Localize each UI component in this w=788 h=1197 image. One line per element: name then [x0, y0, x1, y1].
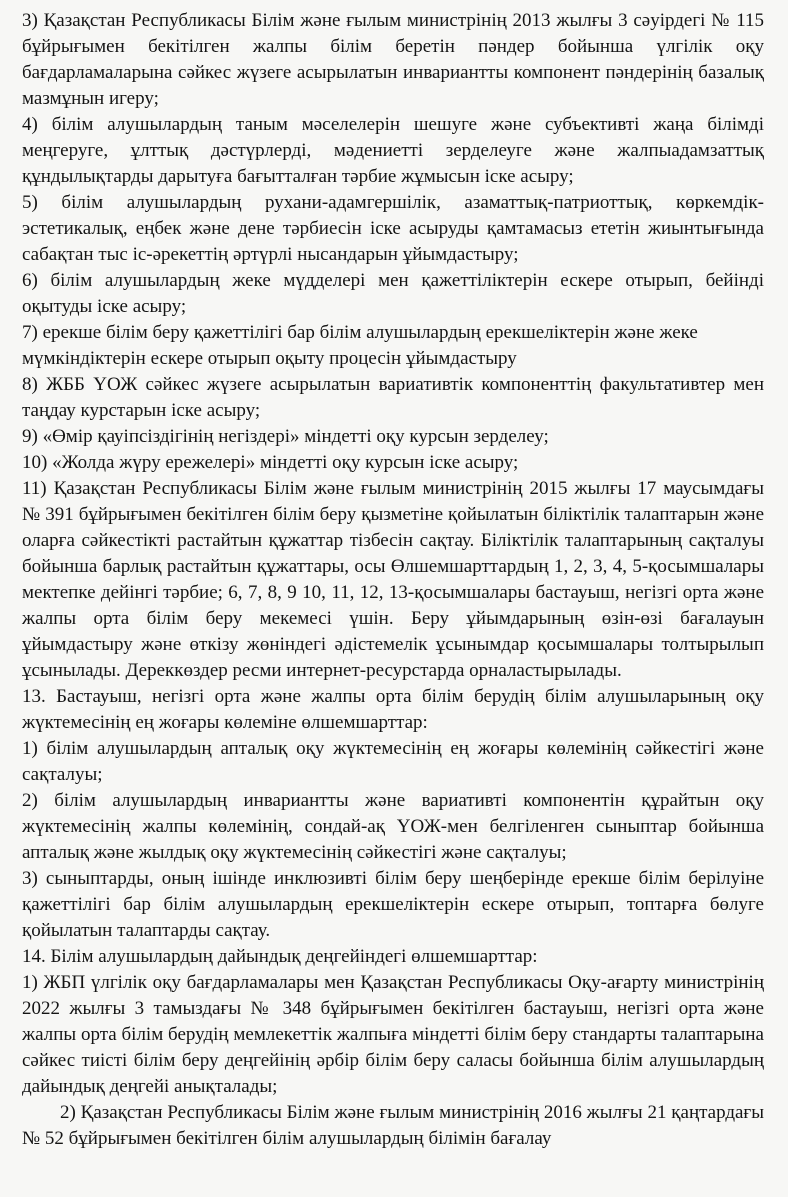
section-13-item-1: 1) білім алушылардың апталық оқу жүктемесінің ең жоғары көлемінің сәйкестігі және сақталуы;	[22, 738, 764, 785]
paragraph-item-5: 5) білім алушылардың рухани-адамгершілік, азаматтық-патриоттық, көркемдік-эстетикалық, еңбек және дене тәрбиесін іске асыруды қамтамасыз ететін жиынтығында сабақтан тыс іс-әрекеттің әртүрлі нысандарын ұйымдастыру;	[22, 192, 764, 265]
paragraph-item-3: 3) Қазақстан Республикасы Білім және ғылым министрінің 2013 жылғы 3 сәуірдегі № 115 бұйрығымен бекітілген жалпы білім беретін пәндер бойынша үлгілік оқу бағдарламаларына сәйкес жүзеге асырылатын инвариантты компонент пәндерінің базалық мазмұнын игеру;	[22, 10, 764, 109]
section-14-item-2: 2) Қазақстан Республикасы Білім және ғылым министрінің 2016 жылғы 21 қаңтардағы № 52 бұйрығымен бекітілген білім алушылардың білімін бағалау	[22, 1102, 764, 1149]
paragraph-item-6: 6) білім алушылардың жеке мүдделері мен қажеттіліктерін ескере отырып, бейінді оқытуды іске асыру;	[22, 270, 764, 317]
paragraph-item-7: 7) ерекше білім беру қажеттілігі бар білім алушылардың ерекшеліктерін және жеке мүмкіндіктерін ескере отырып оқыту процесін ұйымдастыру	[22, 322, 698, 369]
paragraph-item-10: 10) «Жолда жүру ережелері» міндетті оқу курсын іске асыру;	[22, 452, 519, 473]
paragraph-item-4: 4) білім алушылардың таным мәселелерін шешуге және субъективті жаңа білімді меңгеруге, ұлттық дәстүрлерді, мәдениетті зерделеуге және жалпыадамзаттық құндылықтарды дарытуға бағытталған тәрбие жұмысын іске асыру;	[22, 114, 764, 187]
section-13-item-2: 2) білім алушылардың инвариантты және вариативті компонентін құрайтын оқу жүктемесінің жалпы көлемінің, сондай-ақ ҮОЖ-мен белгіленген сыныптар бойынша апталық және жылдық оқу жүктемесінің сәйкестігі және сақталуы;	[22, 790, 764, 863]
paragraph-item-9: 9) «Өмір қауіпсіздігінің негіздері» міндетті оқу курсын зерделеу;	[22, 426, 549, 447]
section-14-item-1: 1) ЖБП үлгілік оқу бағдарламалары мен Қазақстан Республикасы Оқу-ағарту министрінің 2022 жылғы 3 тамыздағы № 348 бұйрығымен бекітілген бастауыш, негізгі орта және жалпы орта білім берудің мемлекеттік жалпыға міндетті білім беру стандарты талаптарына сәйкес тиісті білім беру деңгейінің әрбір білім беру саласы бойынша білім алушылардың дайындық деңгейі анықталады;	[22, 972, 764, 1097]
section-13-item-3: 3) сыныптарды, оның ішінде инклюзивті білім беру шеңберінде ерекше білім берілуіне қажеттілігі бар білім алушылардың ерекшеліктерін ескере отырып, топтарға бөлуге қойылатын талаптарды сақтау.	[22, 868, 764, 941]
section-14-heading: 14. Білім алушылардың дайындық деңгейіндегі өлшемшарттар:	[22, 946, 538, 967]
section-13-heading: 13. Бастауыш, негізгі орта және жалпы орта білім берудің білім алушыларының оқу жүктемесінің ең жоғары көлеміне өлшемшарттар:	[22, 686, 764, 733]
paragraph-item-11: 11) Қазақстан Республикасы Білім және ғылым министрінің 2015 жылғы 17 маусымдағы № 391 бұйрығымен бекітілген білім беру қызметіне қойылатын біліктілік талаптарын және оларға сәйкестікті растайтын құжаттар тізбесін сақтау. Біліктілік талаптарының сақталуы бойынша барлық растайтын құжаттары, осы Өлшемшарттардың 1, 2, 3, 4, 5-қосымшалары мектепке дейінгі тәрбие; 6, 7, 8, 9 10, 11, 12, 13-қосымшалары бастауыш, негізгі орта және жалпы орта білім беру мекемесі үшін. Беру ұйымдарының өзін-өзі бағалауын ұйымдастыру және өткізу жөніндегі әдістемелік ұсынымдар қосымшалары толтырылып ұсынылады. Дереккөздер ресми интернет-ресурстарда орналастырылады.	[22, 478, 764, 681]
paragraph-item-8: 8) ЖББ ҮОЖ сәйкес жүзеге асырылатын вариативтік компоненттің факультативтер мен таңдау курстарын іске асыру;	[22, 374, 764, 421]
